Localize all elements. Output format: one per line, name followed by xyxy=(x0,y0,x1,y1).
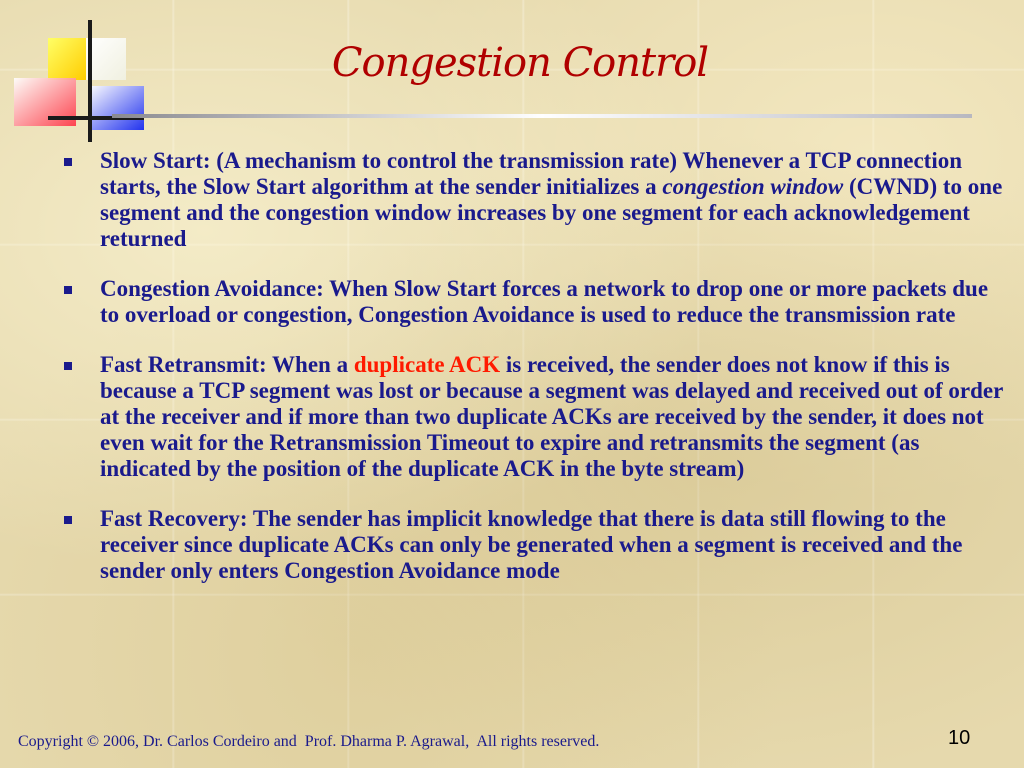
slide-title: Congestion Control xyxy=(331,40,709,86)
square-bullet-icon xyxy=(64,362,72,370)
bullet-item-fast-retransmit xyxy=(62,352,1012,482)
emphasis-text: congestion window xyxy=(662,174,844,199)
bullet-item-slow-start xyxy=(62,148,1012,252)
decorative-squares-logo xyxy=(0,0,150,150)
highlight-text: duplicate ACK xyxy=(353,352,501,377)
bullet-text: Congestion Avoidance: When Slow Start forces a network to drop one or more packets due to overload or congestion, Congestion Avoidance is used to reduce the transmission rate xyxy=(100,276,989,327)
bullet-text: Slow Start: (A mechanism to control the transmission rate) Whenever a TCP connection starts, the Slow Start algorithm at the sender initializes a xyxy=(100,148,963,199)
bullet-text: Fast Retransmit: When a xyxy=(100,352,354,377)
bullet-text: Fast Recovery: The sender has implicit knowledge that there is data still flowing to the receiver since duplicate ACKs can only be generated when a segment is received and the sender only enters Congestion Avoidance mode xyxy=(100,506,963,583)
square-bullet-icon xyxy=(64,158,72,166)
bullet-item-fast-recovery xyxy=(62,506,1012,584)
bullet-item-congestion-avoidance xyxy=(62,276,1012,328)
square-bullet-icon xyxy=(64,286,72,294)
square-bullet-icon xyxy=(64,516,72,524)
bullet-text: is received, the sender does not know if this is because a TCP segment was lost or because a segment was delayed and received out of order at the receiver and if more than two duplicate ACKs are received by the sender, it does not even wait for the Retransmission Timeout to expire and retransmits the segment (as indicated by the position of the duplicate ACK in the byte stream) xyxy=(100,352,1003,481)
bullet-list xyxy=(62,148,1012,608)
page-number: 10 xyxy=(948,727,971,749)
title-divider xyxy=(112,114,972,118)
bullet-text: (CWND) to one segment and the congestion window increases by one segment for each acknowledgement returned xyxy=(100,174,1003,251)
copyright-footer: Copyright © 2006, Dr. Carlos Cordeiro and Prof. Dharma P. Agrawal, All rights reserved. xyxy=(18,733,600,750)
